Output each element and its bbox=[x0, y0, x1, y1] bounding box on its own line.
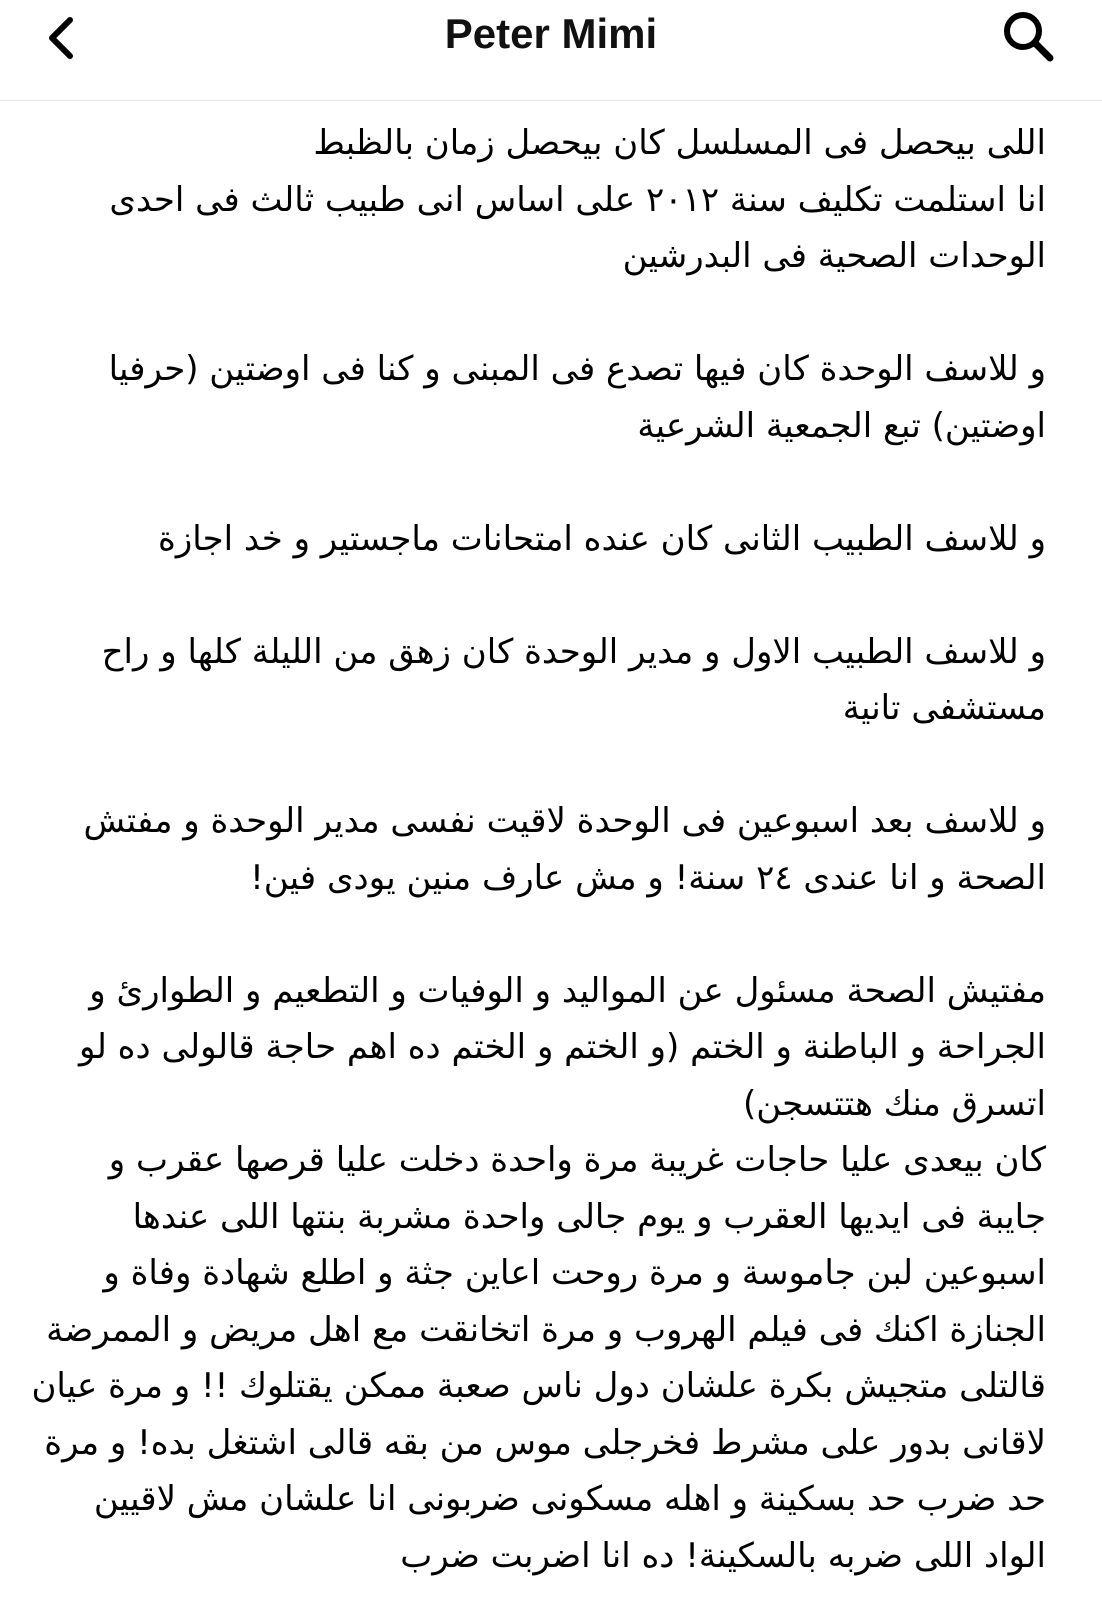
post-paragraph: و للاسف الوحدة كان فيها تصدع فى المبنى و كنا فى اوضتين (حرفيا اوضتين) تبع الجمعية الشرعية bbox=[108, 349, 1046, 446]
paragraph-spacer bbox=[30, 285, 1046, 342]
paragraph-spacer bbox=[30, 567, 1046, 624]
post-body bbox=[30, 115, 1046, 1584]
paragraph-spacer bbox=[30, 737, 1046, 794]
paragraph-spacer bbox=[30, 906, 1046, 963]
top-app-bar bbox=[0, 0, 1102, 101]
post-paragraph: و للاسف بعد اسبوعين فى الوحدة لاقيت نفسى مدير الوحدة و مفتش الصحة و انا عندى ٢٤ سنة! و مش عارف منين يودى فين! bbox=[83, 801, 1046, 898]
post-paragraph: مفتيش الصحة مسئول عن المواليد و الوفيات و التطعيم و الطوارئ و الجراحة و الباطنة و الختم (و الختم و الختم ده اهم حاجة قالولى ده لو اتسرق منك هتتسجن) كان بيعدى عليا حاجات غريبة مرة واحدة دخلت عليا قرصها عقرب و جايبة فى ايديها العقرب و يوم جالى واحدة مشربة بنتها اللى عندها اسبوعين لبن جاموسة و مرة روحت اعاين جثة و اطلع شهادة وفاة و الجنازة اكنك فى فيلم الهروب و مرة اتخانقت مع اهل مريض و الممرضة قالتلى متجيش بكرة علشان دول ناس صعبة ممكن يقتلوك !! و مرة عيان لاقانى بدور على مشرط فخرجلى موس من بقه قالى اشتغل بده! و مرة حد ضرب حد بسكينة و اهله مسكونى ضربونى انا علشان مش لاقيين الواد اللى ضربه بالسكينة! ده انا اضربت ضرب bbox=[31, 970, 1046, 1576]
post-paragraph: اللى بيحصل فى المسلسل كان بيحصل زمان بالظبط انا استلمت تكليف سنة ٢٠١٢ على اساس انى طبيب ثالث فى احدى الوحدات الصحية فى البدرشين bbox=[109, 123, 1046, 276]
post-paragraph: و للاسف الطبيب الاول و مدير الوحدة كان زهق من الليلة كلها و راح مستشفى تانية bbox=[101, 631, 1046, 728]
search-button[interactable] bbox=[996, 6, 1060, 70]
search-icon bbox=[1000, 8, 1056, 68]
paragraph-spacer bbox=[30, 454, 1046, 511]
post-paragraph: و للاسف الطبيب الثانى كان عنده امتحانات ماجستير و خد اجازة bbox=[158, 518, 1046, 559]
page-title: Peter Mimi bbox=[444, 10, 658, 57]
